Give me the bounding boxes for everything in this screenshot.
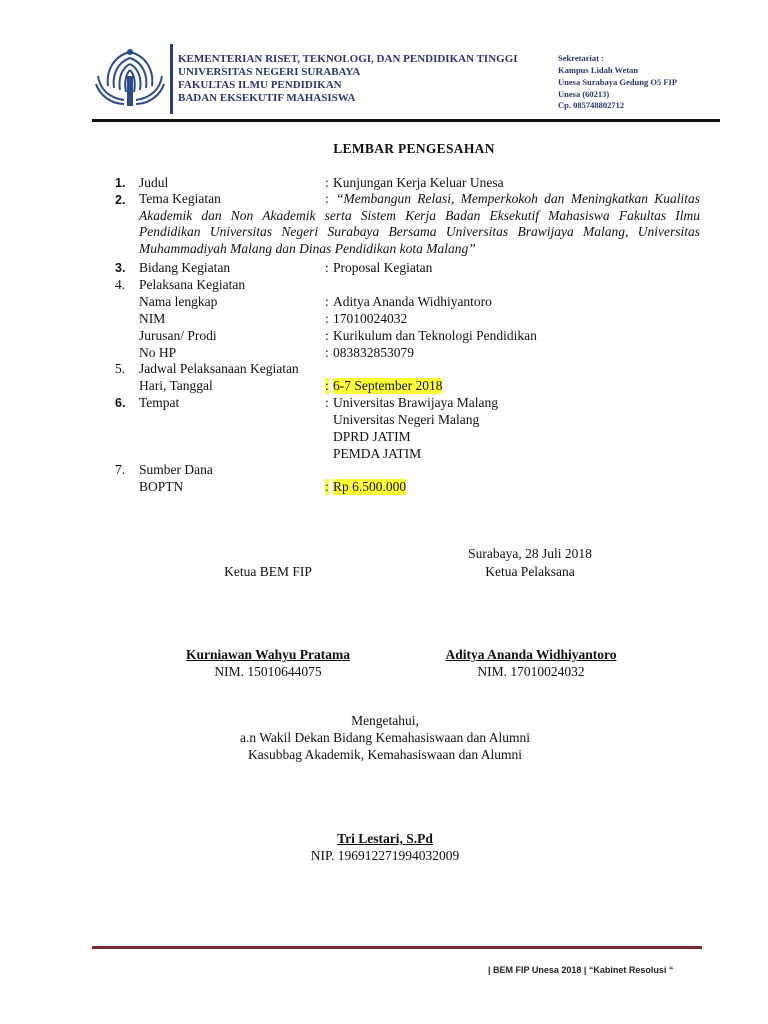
boptn-label: BOPTN (139, 479, 184, 494)
footer-rule (92, 946, 702, 949)
approval-line-3: Kasubbag Akademik, Kemahasiswaan dan Alumni (247, 747, 523, 762)
approval-line-2: a.n Wakil Dekan Bidang Kemahasiswaan dan Alumni (240, 730, 530, 745)
hp-value: 083832853079 (333, 345, 414, 360)
org-line-1: KEMENTERIAN RISET, TEKNOLOGI, DAN PENDIDIKAN TINGGI (178, 53, 518, 65)
tema-value-first: “Membangun Relasi, Memperkokoh dan Meningkatkan (336, 191, 648, 206)
colon: : (325, 345, 329, 360)
left-signer-nim: NIM. 15010644075 (214, 664, 322, 679)
secretariat-line-4: Unesa (60213) (558, 89, 610, 99)
prodi-label: Jurusan/ Prodi (139, 328, 217, 343)
org-line-3: FAKULTAS ILMU PENDIDIKAN (178, 79, 342, 91)
tempat-value-3: DPRD JATIM (333, 429, 411, 444)
right-signer-nim: NIM. 17010024032 (477, 664, 585, 679)
colon: : (325, 479, 329, 494)
tempat-value-2: Universitas Negeri Malang (333, 412, 480, 427)
nama-value: Aditya Ananda Widhiyantoro (333, 294, 492, 309)
item-number: 7. (115, 462, 126, 477)
colon: : (325, 378, 329, 393)
tempat-label: Tempat (139, 395, 180, 410)
colon: : (325, 328, 329, 343)
nama-label: Nama lengkap (139, 294, 218, 309)
org-line-4: BADAN EKSEKUTIF MAHASISWA (178, 92, 356, 104)
colon: : (325, 260, 329, 275)
right-signer-name: Aditya Ananda Widhiyantoro (445, 647, 617, 662)
item-number: 1. (115, 176, 126, 190)
pelaksana-label: Pelaksana Kegiatan (139, 277, 246, 292)
place-date: Surabaya, 28 Juli 2018 (468, 546, 592, 561)
item-number: 2. (115, 193, 126, 207)
tema-label: Tema Kegiatan (139, 191, 221, 206)
right-role: Ketua Pelaksana (485, 564, 575, 579)
secretariat-line-2: Kampus Lidah Wetan (558, 65, 639, 75)
left-signer-name: Kurniawan Wahyu Pratama (185, 647, 351, 662)
approver-nip: NIP. 196912271994032009 (310, 848, 460, 863)
colon: : (325, 175, 329, 190)
secretariat-line-1: Sekretariat : (558, 53, 604, 63)
colon: : (325, 191, 329, 206)
tema-value (139, 191, 700, 257)
secretariat-line-3: Unesa Surabaya Gedung O5 FIP (558, 77, 678, 87)
approver-name: Tri Lestari, S.Pd (337, 831, 433, 846)
header-rule (92, 119, 720, 122)
item-number: 6. (115, 396, 126, 410)
sumber-value: Rp 6.500.000 (333, 479, 407, 494)
colon: : (325, 294, 329, 309)
item-number: 5. (115, 361, 126, 376)
document-title: LEMBAR PENGESAHAN (333, 141, 495, 156)
org-line-2: UNIVERSITAS NEGERI SURABAYA (178, 66, 361, 78)
item-number: 4. (115, 277, 126, 292)
left-role: Ketua BEM FIP (224, 564, 312, 579)
secretariat-line-5: Cp. 085748802712 (558, 100, 625, 110)
footer-text: | BEM FIP Unesa 2018 | “Kabinet Resolusi “ (488, 965, 674, 975)
bidang-label: Bidang Kegiatan (139, 260, 231, 275)
colon: : (325, 311, 329, 326)
bidang-value: Proposal Kegiatan (333, 260, 433, 275)
approval-line-1: Mengetahui, (351, 713, 419, 728)
colon: : (325, 395, 329, 410)
sumber-label: Sumber Dana (139, 462, 213, 477)
hari-tanggal-label: Hari, Tanggal (139, 378, 213, 393)
tempat-value-4: PEMDA JATIM (333, 446, 422, 461)
judul-label: Judul (139, 175, 169, 190)
nim-value: 17010024032 (333, 311, 408, 326)
jadwal-label: Jadwal Pelaksanaan Kegiatan (139, 361, 299, 376)
item-number: 3. (115, 261, 126, 275)
prodi-value: Kurikulum dan Teknologi Pendidikan (333, 328, 537, 343)
header-divider (170, 44, 173, 114)
jadwal-value: 6-7 September 2018 (333, 378, 443, 393)
judul-value: Kunjungan Kerja Keluar Unesa (333, 175, 504, 190)
tema-value-rest: Kualitas Akademik dan Non Akademik serta Sistem Kerja Badan Eksekutif Mahasiswa Fakultas Ilmu Pendidikan Universitas Negeri Surabaya Bersama Universitas Brawijaya Malang, Universitas Muhammadiyah Malang dan Dinas Pendidikan kota Malang” (139, 191, 701, 256)
hp-label: No HP (139, 345, 177, 360)
tempat-value-1: Universitas Brawijaya Malang (333, 395, 498, 410)
nim-label: NIM (139, 311, 166, 326)
unesa-logo-icon (94, 46, 166, 110)
